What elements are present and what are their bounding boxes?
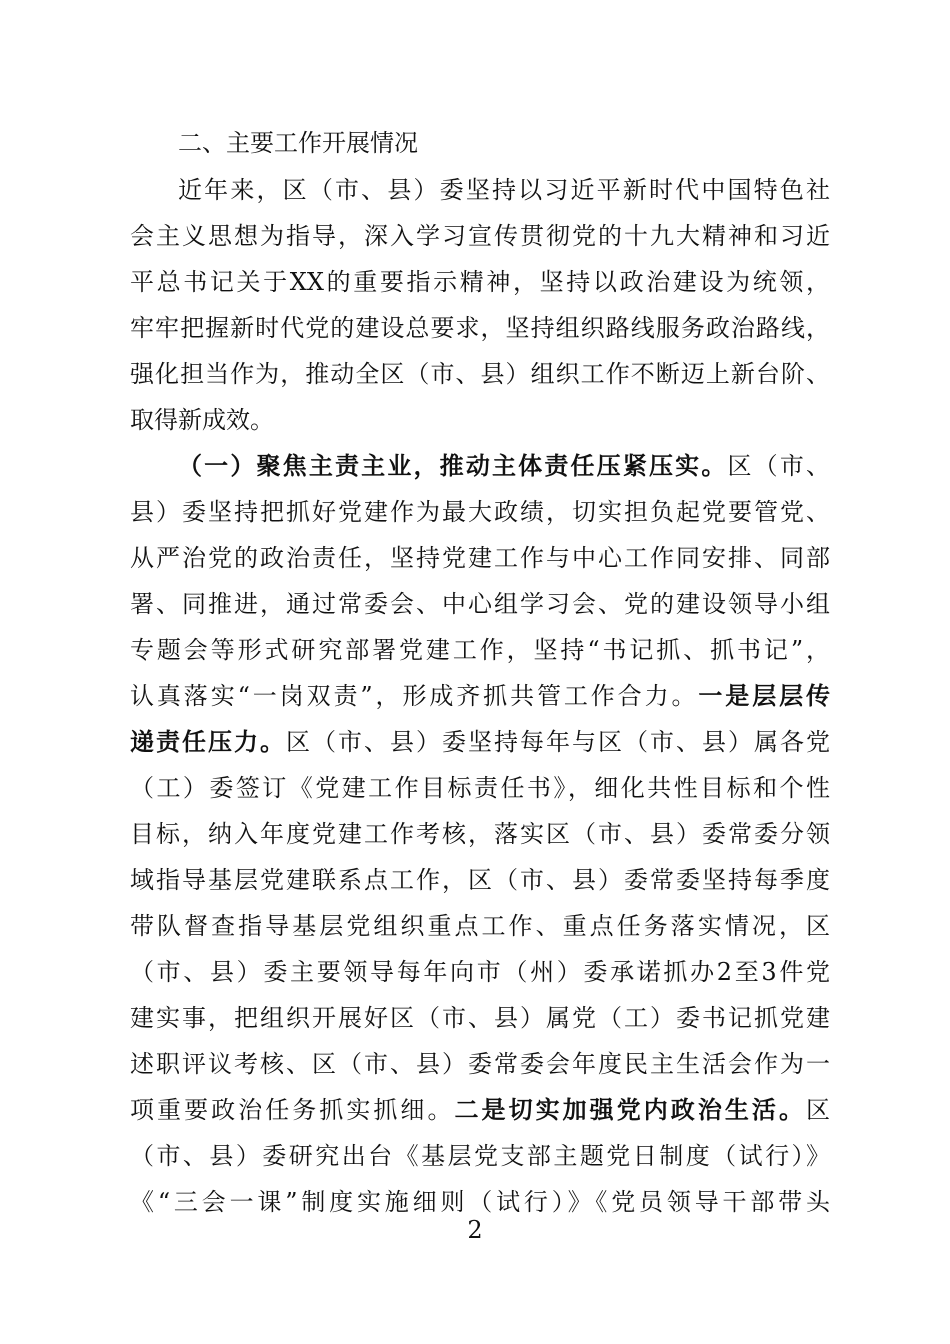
paragraph-line: 强化担当作为，推动全区（市、县）组织工作不断迈上新台阶、 [130, 360, 830, 388]
paragraph-line: 从严治党的政治责任，坚持党建工作与中心工作同安排、同部 [130, 544, 830, 572]
paragraph-line: 目标，纳入年度党建工作考核，落实区（市、县）委常委分领 [130, 820, 830, 848]
section-subheading: （一）聚焦主责主业，推动主体责任压紧压实。 [178, 451, 728, 480]
paragraph-line [130, 673, 830, 719]
inline-text: 项重要政治任务抓实抓细。 [130, 1096, 455, 1124]
paragraph-line: 域指导基层党建联系点工作，区（市、县）委常委坚持每季度 [130, 866, 830, 894]
paragraph-line: 专题会等形式研究部署党建工作，坚持“书记抓、抓书记”， [130, 636, 830, 664]
inline-text: 区 [806, 1096, 831, 1124]
paragraph-line: 带队督查指导基层党组织重点工作、重点任务落实情况，区 [130, 912, 830, 940]
paragraph-line: 县）委坚持把抓好党建作为最大政绩，切实担负起党要管党、 [130, 498, 830, 526]
paragraph-line [130, 1087, 830, 1133]
paragraph-line: （市、县）委研究出台《基层党支部主题党日制度（试行）》 [130, 1142, 830, 1170]
bold-point-label: 递责任压力。 [130, 727, 286, 756]
paragraph-line: 会主义思想为指导，深入学习宣传贯彻党的十九大精神和习近 [130, 222, 830, 250]
inline-text: 区（市、县）委坚持每年与区（市、县）属各党 [286, 728, 830, 756]
paragraph-line [130, 719, 830, 765]
paragraph-line: 建实事，把组织开展好区（市、县）属党（工）委书记抓党建 [130, 1004, 830, 1032]
section-heading: 二、主要工作开展情况 [178, 129, 418, 157]
paragraph-line: 《“三会一课”制度实施细则（试行）》《党员领导干部带头 [130, 1188, 830, 1216]
paragraph-line: 平总书记关于XX的重要指示精神，坚持以政治建设为统领， [130, 268, 830, 296]
paragraph-line: 述职评议考核、区（市、县）委常委会年度民主生活会作为一 [130, 1050, 830, 1078]
paragraph-line: （市、县）委主要领导每年向市（州）委承诺抓办2至3件党 [130, 958, 830, 986]
bold-point-label: 一是层层传 [698, 681, 830, 710]
paragraph-line: 取得新成效。 [130, 406, 274, 434]
paragraph-line: 近年来，区（市、县）委坚持以习近平新时代中国特色社 [178, 176, 830, 204]
paragraph-line [178, 443, 830, 489]
paragraph-line: （工）委签订《党建工作目标责任书》，细化共性目标和个性 [130, 774, 830, 802]
inline-text: 区（市、 [727, 452, 830, 480]
bold-point-label: 二是切实加强党内政治生活。 [454, 1095, 807, 1124]
inline-text: 认真落实“一岗双责”，形成齐抓共管工作合力。 [130, 682, 699, 710]
paragraph-line: 牢牢把握新时代党的建设总要求，坚持组织路线服务政治路线， [130, 314, 830, 342]
paragraph-line: 署、同推进，通过常委会、中心组学习会、党的建设领导小组 [130, 590, 830, 618]
page-number: 2 [467, 1216, 483, 1244]
